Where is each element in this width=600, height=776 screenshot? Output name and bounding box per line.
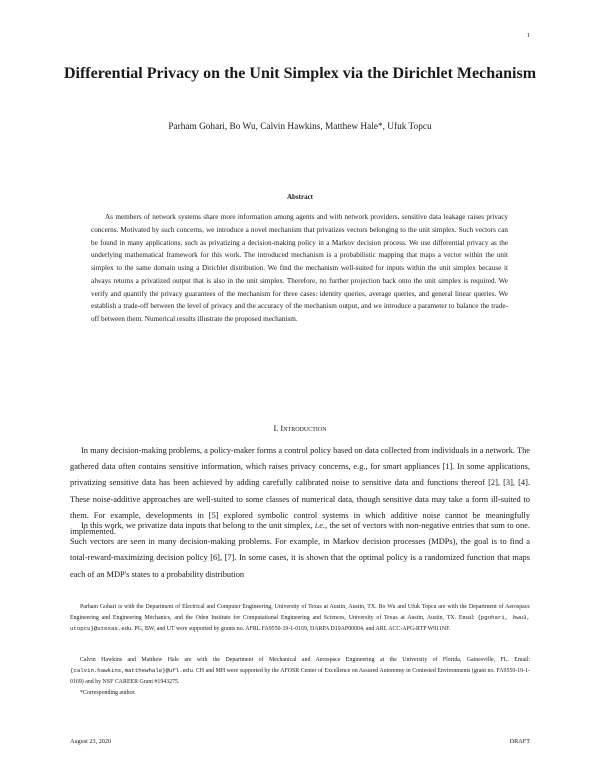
intro-paragraph-1: In many decision-making problems, a policy-maker forms a control policy based on data collected from individuals in a network. The gathered data often contains sensitive information, which raises privacy concerns, e.g., for smart appliances [1]. In some applications, privatizing sensitive data has been achieved by adding carefully calibrated noise to sensitive data and functions thereof [2], [3], [4]. These noise-additive approaches are well-suited to some classes of numerical data, though sensitive data may take a form ill-suited to them. For example, developments in [5] explored symbolic control systems in which additive noise cannot be meaningfully implemented.: [70, 446, 530, 537]
ie-abbreviation: i.e.: [314, 521, 326, 530]
paper-title: Differential Privacy on the Unit Simplex via the Dirichlet Mechanism: [63, 65, 537, 82]
footer-date: August 23, 2020: [70, 738, 112, 745]
footnote-1-text-start: Parham Gohari is with the Department of Electrical and Computer Engineering, University of Texas at Austin, Austin, TX. Bo Wu and Ufuk Topcu are with the Department of Aerospace Engineering and Engineering Mechanics, and the Oden Institute for Computational Engineering and Sciences, University of Texas at Austin, Austin, TX. Email:: [70, 604, 530, 621]
footnote-2-email: {calvin.hawkins,matthewhale}@ufl.edu: [70, 666, 193, 674]
footnote-1-email: {pgohari, bwu3, utopcu}@utexas.edu: [70, 613, 530, 632]
intro-paragraph-2-start: In this work, we privatize data inputs that belong to the unit simplex,: [81, 521, 315, 530]
footnote-2-text-start: Calvin Hawkins and Matthew Hale are with the Department of Mechanical and Aerospace Engineering at the University of Florida, Gainesville, FL. Email:: [80, 657, 530, 663]
author-list: Parham Gohari, Bo Wu, Calvin Hawkins, Matthew Hale*, Ufuk Topcu: [168, 122, 432, 132]
footnote-affiliation-1: [70, 602, 530, 635]
section-title: Introduction: [280, 424, 327, 433]
footnote-2-text-end: . CH and MH were supported by the AFOSR Center of Excellence on Assured Autonomy in Contested Environments (grant no. FA9550-19-1-0169) and by NSF CAREER Grant #1943275.: [70, 667, 530, 685]
footer-draft-label: DRAFT: [509, 738, 530, 745]
section-heading: [60, 424, 540, 433]
abstract-heading: Abstract: [286, 193, 314, 201]
abstract-body: As members of network systems share more information among agents and with network providers, sensitive data leakage raises privacy concerns. Motivated by such concerns, we introduce a novel mechanism that privatizes vectors belonging to the unit simplex. Such vectors can be found in many applications, such as privatizing a decision-making policy in a Markov decision process. We use differential privacy as the underlying mathematical framework for this work. The introduced mechanism is a probabilistic mapping that maps a vector within the unit simplex to the same domain using a Dirichlet distribution. We find the mechanism well-suited for inputs within the unit simplex because it always returns a privatized output that is also in the unit simplex. Therefore, no further projection back onto the unit simplex is required. We verify and quantify the privacy guarantees of the mechanism for three cases: identity queries, average queries, and general linear queries. We establish a trade-off between the level of privacy and the accuracy of the mechanism output, and we introduce a parameter to balance the trade-off between them. Numerical results illustrate the proposed mechanism.: [91, 213, 508, 323]
intro-paragraph-2: [70, 518, 530, 583]
section-number: I.: [273, 424, 279, 433]
intro-paragraph-2-rest: , the set of vectors with non-negative entries that sum to one. Such vectors are seen in many decision-making problems. For example, in Markov decision processes (MDPs), the goal is to find a total-reward-maximizing decision policy [6], [7]. In some cases, it is shown that the optimal policy is a randomized function that maps each of an MDP's states to a probability distribution: [70, 521, 530, 579]
page-number: 1: [526, 32, 530, 39]
footnote-affiliation-2: [70, 655, 530, 688]
footnote-corresponding-author: *Corresponding author.: [80, 690, 136, 696]
footnote-1-text-end: . PG, BW, and UT were supported by grants no. AFRL FA9550-19-1-0169, DARPA D19AP00004, and ARL ACC-APG-RTP W911NF.: [131, 625, 451, 632]
